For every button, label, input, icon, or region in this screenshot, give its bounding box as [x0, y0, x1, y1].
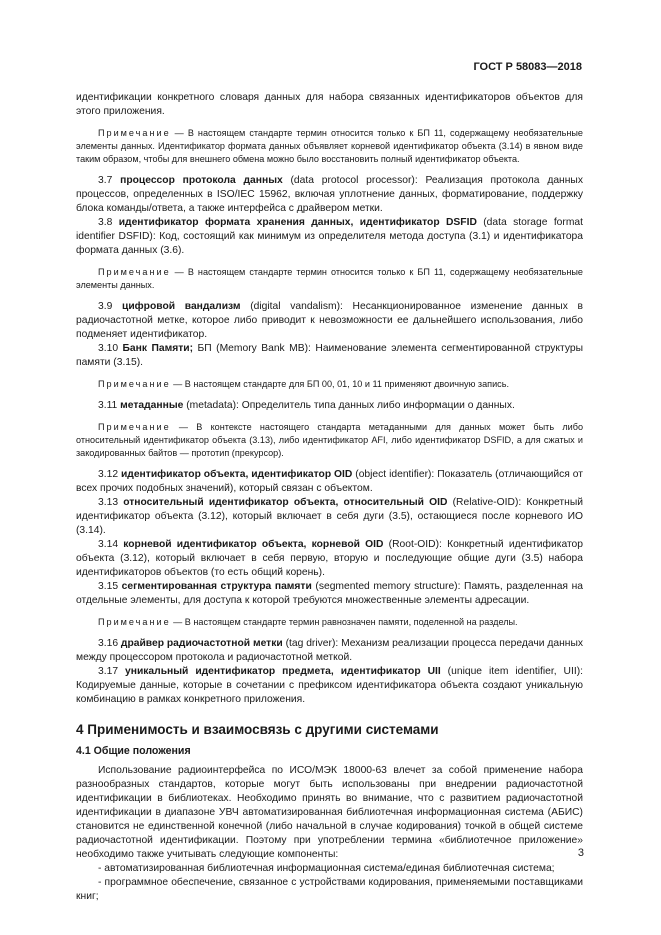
- term-3-13: 3.13 относительный идентификатор объекта, относительный OID (Relative-OID): Конкретный идентификатор объекта (3.12), который включает в себя дуги (3.5), остающиеся после корневого ИО (3.14).: [76, 497, 583, 536]
- term-title: корневой идентификатор объекта, корневой OID: [123, 539, 384, 550]
- page-number: 3: [577, 847, 584, 859]
- document-body: [76, 91, 583, 904]
- term-3-17: 3.17 уникальный идентификатор предмета, идентификатор UII (unique item identifier, UII): Кодируемые данные, которые в сочетании с префиксом идентификатора объекта создают уникальную комбинацию в рамках конкретного приложения.: [76, 666, 584, 705]
- term-title: идентификатор формата хранения данных, идентификатор DSFID: [118, 217, 477, 228]
- term-3-10: 3.10 Банк Памяти; БП (Memory Bank MB): Наименование элемента сегментированной структуры памяти (3.15).: [76, 343, 583, 368]
- term-3-14: 3.14 корневой идентификатор объекта, корневой OID (Root-OID): Конкретный идентификатор объекта (3.12), который включает в себя первую, вторую и последующие общие дуги (3.5) набора идентификаторов объектов (то есть общий корень).: [76, 539, 584, 578]
- term-3-7: 3.7 процессор протокола данных (data protocol processor): Реализация протокола данных процессов, определенных в ISO/IEC 15962, включая уплотнение данных, форматирование, поддержку блока команды/ответа, а также интерфейса с драйвером метки.: [76, 175, 583, 214]
- term-3-8: 3.8 идентификатор формата хранения данных, идентификатор DSFID (data storage format identifier DSFID): Код, состоящий как минимум из определителя метода доступа (3.1) и идентификатора формата данных (3.6).: [76, 217, 583, 256]
- note: Примечание — В настоящем стандарте для БП 00, 01, 10 и 11 применяют двоичную запись.: [98, 379, 509, 389]
- note-label: Примечание: [98, 379, 171, 389]
- list-item: - программное обеспечение, связанное с устройствами кодирования, применяемыми поставщиками книг;: [76, 877, 583, 902]
- term-title: идентификатор объекта, идентификатор OID: [120, 469, 353, 480]
- note-label: Примечание: [98, 422, 171, 432]
- note: Примечание — В настоящем стандарте термин относится только к БП 11, содержащему необязательные элементы данных. Идентификатор формата данных объявляет корневой идентификатор объекта (3.14) в явном виде таким образом, чтобы для внешнего обмена можно было восстановить полный идентификатор объекта.: [76, 128, 583, 164]
- note: Примечание — В настоящем стандарте термин относится только к БП 11, содержащему необязательные элементы данных.: [76, 267, 583, 290]
- section-4-heading: 4 Применимость и взаимосвязь с другими системами: [76, 722, 439, 737]
- term-title: процессор протокола данных: [120, 175, 283, 186]
- term-3-9: 3.9 цифровой вандализм (digital vandalism): Несанкционированное изменение данных в радиочастотной метке, которое либо приводит к невозможности ее дальнейшего использования, либо подменяет идентификатор.: [76, 301, 583, 340]
- term-3-12: 3.12 идентификатор объекта, идентификатор OID (object identifier): Показатель (отличающийся от всех прочих подобных значений), который связан с объектом.: [76, 469, 583, 494]
- section-4-1-heading: 4.1 Общие положения: [76, 745, 191, 757]
- term-3-11: 3.11 метаданные (metadata): Определитель типа данных либо информации о данных.: [98, 400, 515, 411]
- intro-paragraph: идентификации конкретного словаря данных для набора связанных идентификаторов объектов для этого приложения.: [76, 92, 583, 117]
- term-title: метаданные: [120, 400, 184, 411]
- note-label: Примечание: [98, 128, 171, 138]
- term-title: Банк Памяти;: [122, 343, 194, 354]
- term-title: относительный идентификатор объекта, относительный OID: [123, 497, 448, 508]
- note-label: Примечание: [98, 617, 171, 627]
- term-title: уникальный идентификатор предмета, идентификатор UII: [125, 666, 441, 677]
- term-title: цифровой вандализм: [122, 301, 241, 312]
- note-label: Примечание: [98, 267, 171, 277]
- term-3-15: 3.15 сегментированная структура памяти (segmented memory structure): Память, разделенная на отдельные элементы, для доступа к которой требуются множественные элементы адресации.: [76, 581, 583, 606]
- note: Примечание — В настоящем стандарте термин равнозначен памяти, поделенной на разделы.: [98, 617, 518, 627]
- term-3-16: 3.16 драйвер радиочастотной метки (tag driver): Механизм реализации процесса передачи данных между процессором протокола и радиочастотной меткой.: [76, 638, 583, 663]
- note: Примечание — В контексте настоящего стандарта метаданными для данных может быть либо относительный идентификатор объекта (3.13), либо идентификатор AFI, либо идентификатор DSFID, а для сжатых и закодированных байтов — прототип (прекурсор).: [76, 422, 583, 458]
- section-4-1-paragraph: Использование радиоинтерфейса по ИСО/МЭК 18000-63 влечет за собой применение набора разнообразных стандартов, которые могут быть использованы при внедрении радиочастотной идентификации в библиотеках. Необходимо принять во внимание, что с развитием радиочастотной идентификации в диапазоне УВЧ автоматизированная библиотечная информационная система (АБИС) становится не единственной конечной (либо начальной в случае кодирования) точкой в общей системе радиочастотной идентификации. Поэтому при употреблении термина «библиотечное приложение» необходимо также учитывать следующие компоненты:: [76, 765, 583, 860]
- document-header: ГОСТ Р 58083—2018: [473, 61, 582, 73]
- term-title: драйвер радиочастотной метки: [120, 638, 283, 649]
- term-title: сегментированная структура памяти: [121, 581, 312, 592]
- list-item: - автоматизированная библиотечная информационная система/единая библиотечная система;: [98, 863, 555, 874]
